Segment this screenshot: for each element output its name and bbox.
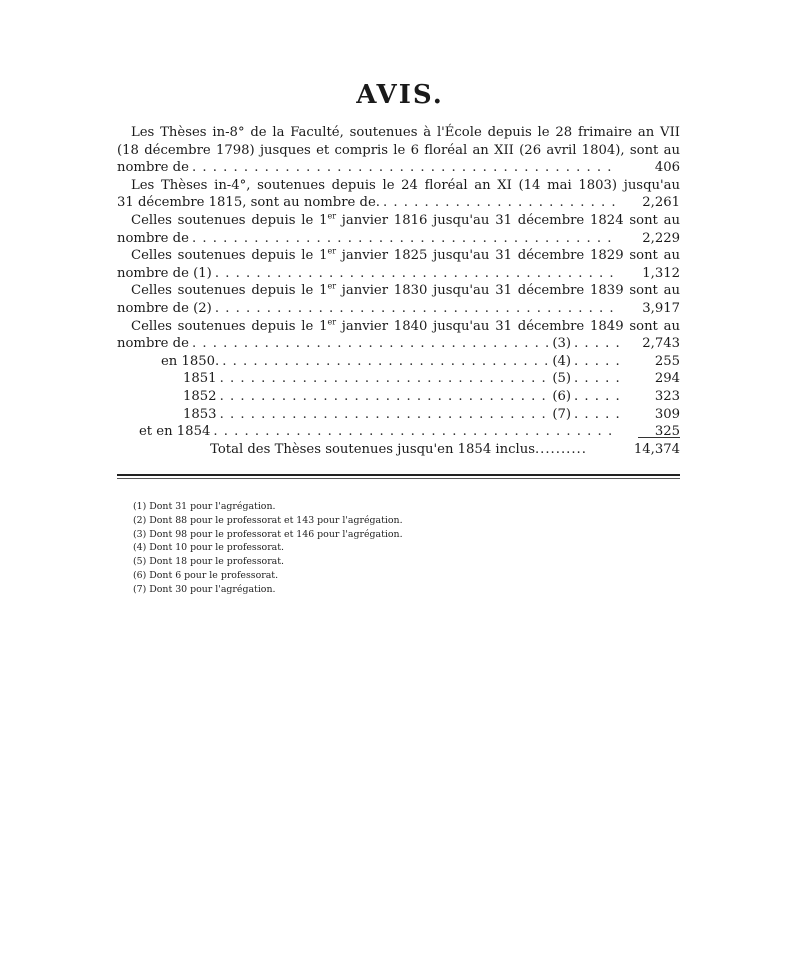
year-1853-line [117, 406, 680, 424]
footnote-5: (5) Dont 18 pour le professorat. [133, 556, 285, 568]
entry-1-value: 406 [654, 160, 680, 176]
year-1854-line [117, 423, 680, 441]
leader-dots [222, 353, 549, 371]
entry-5-text-1: Celles soutenues depuis le 1er janvier 1830 jusqu'au 31 décembre 1839 sont au [131, 281, 680, 299]
entry-6-line-2 [117, 335, 680, 353]
entry-2-line-2 [117, 194, 680, 212]
leader-dots [215, 265, 617, 283]
entry-2-text-2: 31 décembre 1815, sont au nombre de. [117, 195, 380, 211]
leader-dots [192, 335, 549, 353]
entry-4-text-2: nombre de (1) [117, 265, 212, 281]
entry-5-line-2 [117, 300, 680, 318]
year-1850-line [117, 353, 680, 371]
year-1854-label: et en 1854 [139, 424, 211, 440]
leader-dots [220, 406, 550, 424]
entry-6-text-2: nombre de [117, 336, 189, 352]
year-1854-value: 325 [654, 424, 680, 440]
total-label: Total des Thèses soutenues jusqu'en 1854 inclus.......... [210, 442, 587, 457]
year-1852-line [117, 388, 680, 406]
entry-5-value: 3,917 [642, 300, 680, 316]
leader-dots [213, 423, 617, 441]
entry-5-line-1 [117, 282, 680, 300]
entry-1-line-1 [117, 124, 680, 142]
footnote-4: (4) Dont 10 pour le professorat. [133, 542, 285, 554]
entry-2-value: 2,261 [642, 195, 680, 211]
total-rule [638, 437, 680, 438]
footnotes [133, 500, 403, 597]
entry-1-text-1: Les Thèses in-8° de la Faculté, soutenues à l'École depuis le 28 frimaire an VII [131, 125, 680, 140]
entry-3-line-1 [117, 212, 680, 230]
year-1850-label: en 1850. [161, 353, 220, 369]
avis-body [117, 124, 680, 441]
entry-3-text-1: Celles soutenues depuis le 1er janvier 1816 jusqu'au 31 décembre 1824 sont au [131, 211, 680, 228]
entry-1-text-3: nombre de [117, 160, 189, 176]
total-value: 14,374 [633, 442, 680, 457]
leader-dots [574, 335, 620, 353]
total-line [117, 442, 680, 457]
year-1851-label: 1851 [183, 371, 217, 387]
year-1852-value: 323 [654, 388, 680, 404]
entry-3-value: 2,229 [642, 230, 680, 246]
year-1850-value: 255 [654, 353, 680, 369]
year-1852-label: 1852 [183, 388, 217, 404]
leader-dots [574, 353, 620, 371]
separator-rule-thin [117, 478, 680, 479]
footnote-ref-3: (3) [552, 336, 571, 352]
leader-dots [383, 194, 617, 212]
separator-rule [117, 474, 680, 476]
leader-dots [192, 230, 617, 248]
year-1851-line [117, 370, 680, 388]
entry-1-text-2: (18 décembre 1798) jusques et compris le 6 floréal an XII (26 avril 1804), sont au [117, 142, 680, 158]
footnote-ref-5: (5) [552, 371, 571, 387]
footnote-ref-7: (7) [552, 406, 571, 422]
entry-2-text-1: Les Thèses in-4°, soutenues depuis le 24 floréal an XI (14 mai 1803) jusqu'au [131, 177, 680, 193]
entry-6-text-1: Celles soutenues depuis le 1er janvier 1840 jusqu'au 31 décembre 1849 sont au [131, 317, 680, 334]
footnote-6: (6) Dont 6 pour le professorat. [133, 569, 279, 581]
entry-3-line-2 [117, 230, 680, 248]
leader-dots [574, 370, 620, 388]
entry-1-line-3 [117, 159, 680, 177]
entry-3-text-2: nombre de [117, 230, 189, 246]
footnote-ref-4: (4) [552, 353, 571, 369]
leader-dots [215, 300, 617, 318]
leader-dots [574, 388, 620, 406]
footnote-1: (1) Dont 31 pour l'agrégation. [133, 501, 276, 512]
entry-2-line-1 [117, 177, 680, 195]
entry-4-text-1: Celles soutenues depuis le 1er janvier 1825 jusqu'au 31 décembre 1829 sont au [131, 246, 680, 264]
entry-6-value: 2,743 [642, 336, 680, 352]
footnote-2: (2) Dont 88 pour le professorat et 143 pour l'agrégation. [133, 514, 403, 526]
entry-5-text-2: nombre de (2) [117, 300, 212, 316]
footnote-7: (7) Dont 30 pour l'agrégation. [133, 583, 276, 595]
page-title: AVIS. [356, 80, 444, 110]
entry-1-line-2 [117, 142, 680, 160]
entry-4-line-1 [117, 247, 680, 265]
year-1853-value: 309 [654, 406, 680, 422]
leader-dots [220, 370, 550, 388]
footnote-3: (3) Dont 98 pour le professorat et 146 pour l'agrégation. [133, 528, 403, 540]
year-1853-label: 1853 [183, 406, 217, 422]
leader-dots [220, 388, 550, 406]
leader-dots [192, 159, 617, 177]
entry-4-value: 1,312 [642, 265, 680, 281]
entry-6-line-1 [117, 318, 680, 336]
footnote-ref-6: (6) [552, 388, 571, 404]
year-1851-value: 294 [654, 371, 680, 387]
leader-dots [574, 406, 620, 424]
entry-4-line-2 [117, 265, 680, 283]
